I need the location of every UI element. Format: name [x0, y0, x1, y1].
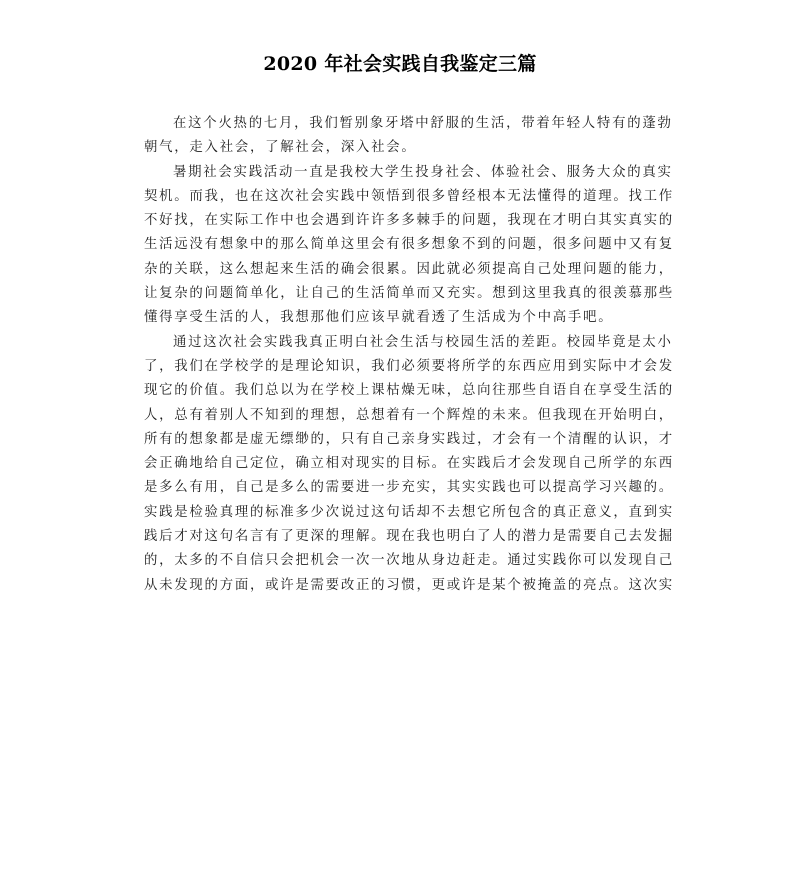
text-line: 懂得享受生活的人，我想那他们应该早就看透了生活成为个中高手吧。	[144, 310, 614, 326]
text-line: 践后才对这句名言有了更深的理解。现在我也明白了人的潜力是需要自己去发掘	[144, 529, 674, 545]
text-line: 朝气，走入社会，了解社会，深入社会。	[144, 140, 417, 156]
text-line: 的，太多的不自信只会把机会一次一次地从身边赶走。通过实践你可以发现自己	[144, 553, 674, 569]
text-line: 实践是检验真理的标准多少次说过这句话却不去想它所包含的真正意义，直到实	[144, 504, 674, 520]
paragraph-2	[144, 161, 674, 331]
paragraph-1	[144, 112, 673, 161]
text-line: 会正确地给自己定位，确立相对现实的目标。在实践后才会发现自己所学的东西	[144, 456, 674, 472]
document-body	[144, 112, 674, 598]
text-line: 暑期社会实践活动一直是我校大学生投身社会、体验社会、服务大众的真实	[173, 164, 673, 180]
paragraph-3	[144, 331, 674, 598]
text-line: 通过这次社会实践我真正明白社会生活与校园生活的差距。校园毕竟是太小	[173, 334, 673, 350]
text-line: 了，我们在学校学的是理论知识，我们必须要将所学的东西应用到实际中才会发	[144, 358, 674, 374]
text-line: 杂的关联，这么想起来生活的确会很累。因此就必须提高自己处理问题的能力，	[144, 261, 674, 277]
text-line: 现它的价值。我们总以为在学校上课枯燥无味，总向往那些自语自在享受生活的	[144, 383, 674, 399]
text-line: 契机。而我，也在这次社会实践中领悟到很多曾经根本无法懂得的道理。找工作	[144, 188, 674, 204]
text-line: 让复杂的问题简单化，让自己的生活简单而又充实。想到这里我真的很羡慕那些	[144, 286, 674, 302]
text-line: 在这个火热的七月，我们暂别象牙塔中舒服的生活，带着年轻人特有的蓬勃	[173, 116, 673, 131]
text-line: 不好找，在实际工作中也会遇到许许多多棘手的问题，我现在才明白其实真实的	[144, 213, 674, 229]
text-line: 是多么有用，自己是多么的需要进一步充实，其实实践也可以提高学习兴趣的。	[144, 480, 674, 496]
text-line: 生活远没有想象中的那么简单这里会有很多想象不到的问题，很多问题中又有复	[144, 237, 674, 253]
text-line: 人，总有着别人不知到的理想，总想着有一个辉煌的未来。但我现在开始明白，	[144, 407, 674, 423]
document-title: 2020 年社会实践自我鉴定三篇	[263, 53, 537, 75]
text-line: 所有的想象都是虚无缥缈的，只有自己亲身实践过，才会有一个清醒的认识，才	[144, 431, 674, 447]
text-line: 从未发现的方面，或许是需要改正的习惯，更或许是某个被掩盖的亮点。这次实	[144, 577, 674, 593]
